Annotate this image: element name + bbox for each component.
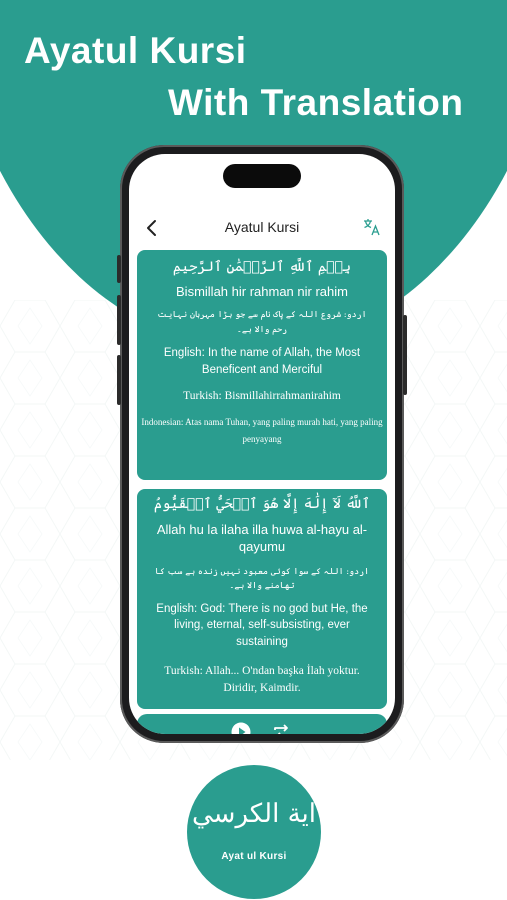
repeat-icon[interactable] xyxy=(272,722,292,734)
logo-arabic-text: اية الكرسي xyxy=(192,799,316,829)
app-logo xyxy=(187,765,321,899)
verse-transliteration: Allah hu la ilaha illa huwa al-hayu al-qayumu xyxy=(156,521,368,555)
phone-mockup xyxy=(120,145,404,743)
verse-urdu: اردو: شروع اللہ کے پاک نام سے جو بڑا مہربان نہایت رحم والا ہے۔ xyxy=(157,310,367,335)
verse-turkish: Turkish: Allah... O'ndan başka İlah yoktur. Diridir, Kaimdir. xyxy=(164,664,360,695)
verse-english: English: God: There is no god but He, the living, eternal, self-subsisting, ever sustaining xyxy=(156,602,368,649)
verse-turkish: Turkish: Bismillahirrahmanirahim xyxy=(183,389,341,402)
play-icon[interactable] xyxy=(231,722,251,734)
verse-english: English: In the name of Allah, the Most Beneficent and Merciful xyxy=(163,347,361,376)
phone-volume-down-button xyxy=(117,355,121,405)
translate-icon[interactable] xyxy=(363,218,381,236)
verse-indonesian: Indonesian: Atas nama Tuhan, yang paling murah hati, yang paling penyayang xyxy=(141,416,383,444)
headline-line-2: With Translation xyxy=(168,82,464,123)
headline-line-1: Ayatul Kursi xyxy=(24,30,247,71)
phone-power-button xyxy=(403,315,407,395)
verse-arabic: بِسۡمِ ٱللَّهِ ٱلرَّحۡمَٰنِ ٱلرَّحِيمِ xyxy=(172,259,352,275)
verse-transliteration: Bismillah hir rahman nir rahim xyxy=(176,283,348,299)
verse-arabic: ٱللَّهُ لَآ إِلَٰهَ إِلَّا هُوَ ٱلۡحَيُّ ٱلۡقَيُّومُ xyxy=(153,496,371,512)
verse-card xyxy=(137,250,387,480)
phone-volume-up-button xyxy=(117,295,121,345)
page-title: Ayatul Kursi xyxy=(224,219,300,235)
logo-english-text: Ayat ul Kursi xyxy=(221,851,287,862)
dynamic-island xyxy=(223,164,301,188)
app-screen xyxy=(129,154,395,734)
app-bar xyxy=(129,210,395,246)
verse-urdu: اردو: اللہ کے سوا کوئی معبود نہیں زندہ ہے سب کا تھامنے والا ہے۔ xyxy=(154,566,370,592)
phone-side-button xyxy=(117,255,121,283)
audio-player-controls xyxy=(129,722,395,734)
verse-card xyxy=(137,489,387,709)
